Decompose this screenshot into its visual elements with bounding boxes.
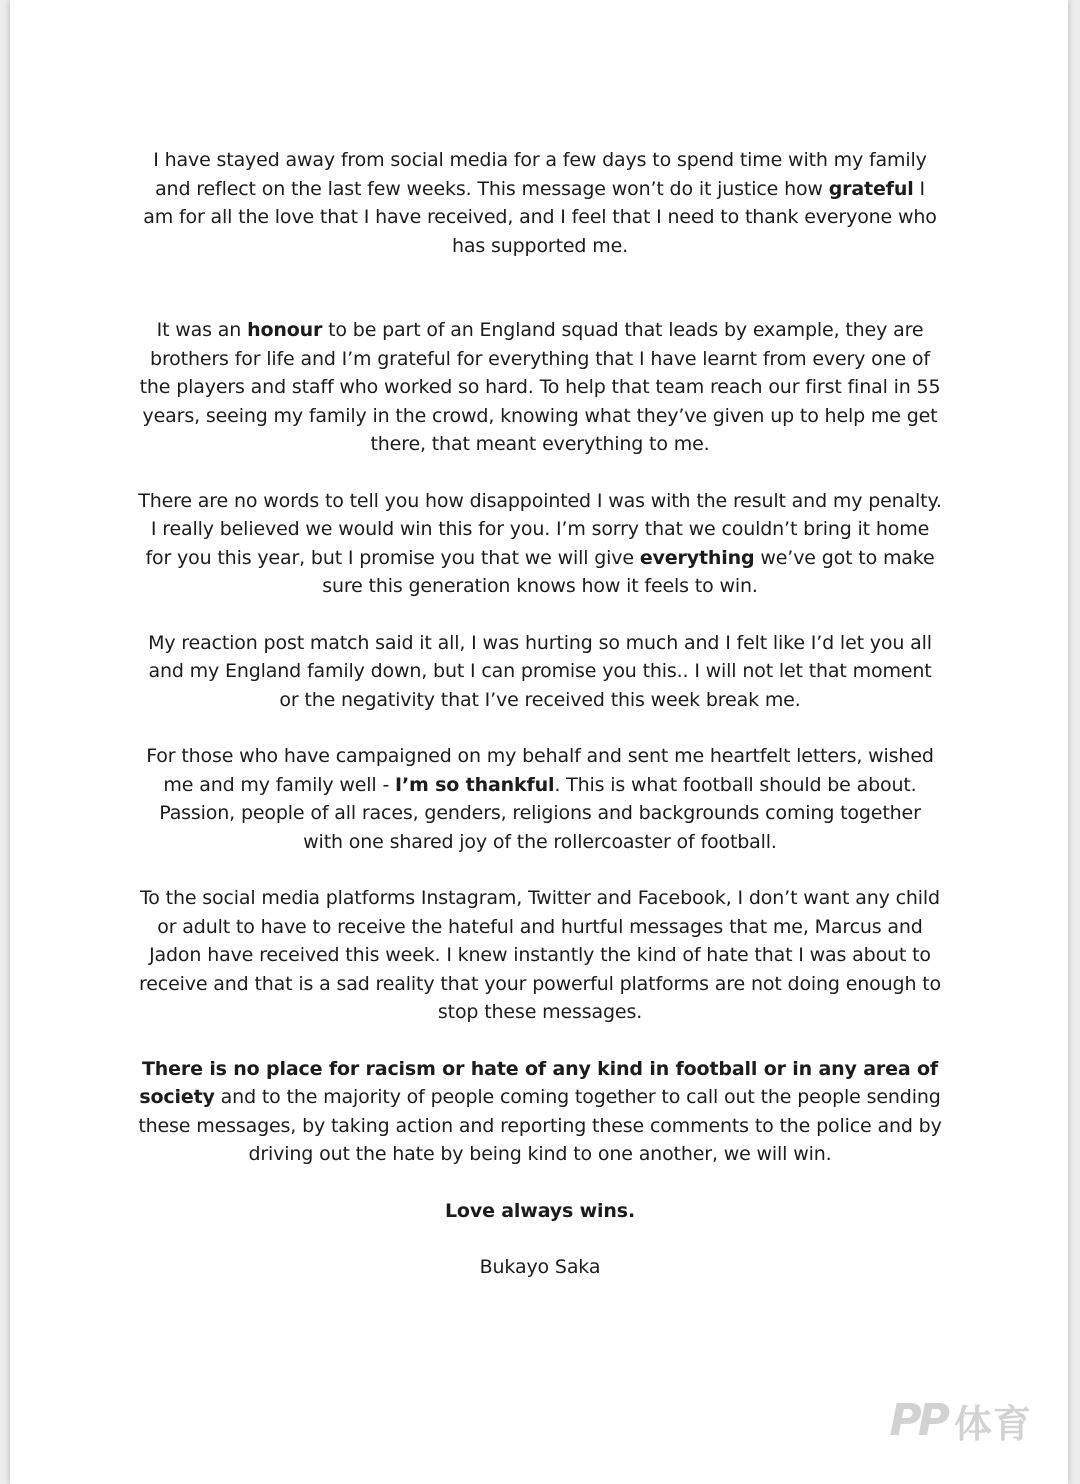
paragraph-3-text-c: we’ve got to make sure this generation knows how it feels to win. [322,546,935,597]
paragraph-5-text-c: . This is what football should be about. Passion, people of all races, genders, religions and backgrounds coming together with one shared joy of the rollercoaster of football. [159,773,921,853]
closing-line [138,1197,942,1226]
paragraph-1 [138,146,942,260]
paragraph-7-bold: There is no place for racism or hate of any kind in football or in any area of society [139,1057,939,1108]
letter-body [138,146,942,1282]
signature: Bukayo Saka [479,1256,601,1278]
paragraph-1-text-c: I am for all the love that I have received, and I feel that I need to thank everyone who has supported me. [143,177,937,257]
watermark [889,1393,1032,1448]
paragraph-6: To the social media platforms Instagram, Twitter and Facebook, I don’t want any child or adult to have to receive the hateful and hurtful messages that me, Marcus and Jadon have received this week. I knew instantly the kind of hate that I was about to receive and that is a sad reality that your powerful platforms are not doing enough to stop these messages. [138,887,941,1023]
watermark-text: 体育 [953,1402,1032,1446]
paragraph-3-bold: everything [639,546,755,569]
paragraph-5 [138,742,942,856]
paragraph-7-text-c: and to the majority of people coming together to call out the people sending these messages, by taking action and reporting these comments to the police and by driving out the hate by being kind to one another, we will win. [138,1086,942,1165]
watermark-logo: PP [889,1395,946,1446]
paragraph-1-bold: grateful [828,177,914,200]
paragraph-7 [138,1055,942,1169]
paragraph-1-text-a: I have stayed away from social media for a few days to spend time with my family and reflect on the last few weeks. This message won’t do it justice how [153,149,927,200]
letter-page [10,0,1068,1484]
paragraph-4: My reaction post match said it all, I was hurting so much and I felt like I’d let you all and my England family down, but I can promise you this.. I will not let that moment or the negativity that I’ve received this week break me. [148,631,932,711]
paragraph-2-text-a: It was an [156,319,248,341]
paragraph-3 [138,487,942,601]
paragraph-2 [138,316,942,459]
paragraph-2-bold: honour [247,319,323,341]
paragraph-5-text-a: For those who have campaigned on my behalf and sent me heartfelt letters, wished me and my family well - [146,745,934,796]
paragraph-3-text-a: There are no words to tell you how disappointed I was with the result and my penalty. I really believed we would win this for you. I’m sorry that we couldn’t bring it home for you this year, but I promise you that we will give [138,489,942,569]
paragraph-5-bold: I’m so thankful [395,773,555,796]
closing-line-bold: Love always wins. [444,1199,636,1222]
paragraph-2-text-c: to be part of an England squad that leads by example, they are brothers for life and I’m grateful for everything that I have learnt from every one of the players and staff who worked so hard. To help that team reach our first final in 55 years, seeing my family in the crowd, knowing what they’ve given up to help me get there, that meant everything to me. [139,319,941,455]
